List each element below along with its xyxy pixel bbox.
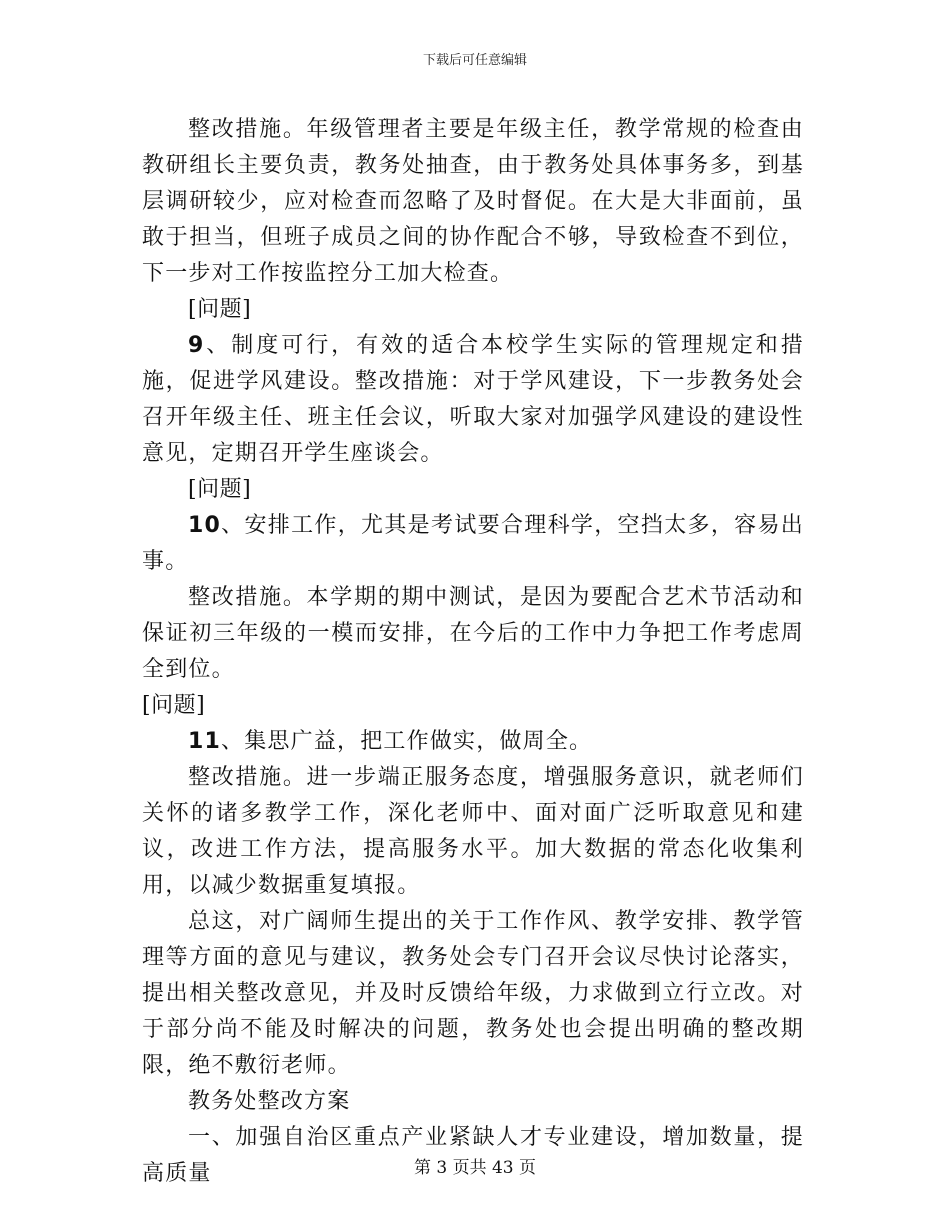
- item-text: 、制度可行，有效的适合本校学生实际的管理规定和措施，促进学风建设。整改措施：对于学风建设，下一步教务处会召开年级主任、班主任会议，听取大家对加强学风建设的建设性意见，定期召开学生座谈会。: [142, 333, 804, 466]
- item-number: 11: [188, 729, 222, 754]
- item-number: 10: [188, 513, 222, 538]
- item-text: 、安排工作，尤其是考试要合理科学，空挡太多，容易出事。: [142, 513, 804, 574]
- page-footer: 第 3 页共 43 页: [413, 1158, 537, 1178]
- issue-tag: [问题]: [188, 477, 252, 502]
- numbered-item-11: [142, 724, 804, 760]
- issue-tag: [问题]: [142, 693, 206, 718]
- issue-tag: [问题]: [188, 297, 252, 322]
- item-number: 9: [188, 333, 205, 358]
- page-header: 下载后可任意编辑: [422, 53, 527, 68]
- paragraph-rectification-exam: 整改措施。本学期的期中测试，是因为要配合艺术节活动和保证初三年级的一模而安排，在今后的工作中力争把工作考虑周全到位。: [142, 585, 804, 682]
- section-title: 教务处整改方案: [188, 1089, 351, 1114]
- document-body: [142, 112, 804, 1192]
- paragraph-summary: 总这，对广阔师生提出的关于工作作风、教学安排、教学管理等方面的意见与建议，教务处会专门召开会议尽快讨论落实，提出相关整改意见，并及时反馈给年级，力求做到立行立改。对于部分尚不能及时解决的问题，教务处也会提出明确的整改期限，绝不敷衍老师。: [142, 909, 804, 1078]
- numbered-item-10: [142, 508, 804, 580]
- section-heading-one: 一、加强自治区重点产业紧缺人才专业建设，增加数量，提高质量: [142, 1125, 804, 1186]
- numbered-item-9: [142, 328, 804, 472]
- item-text: 、集思广益，把工作做实，做周全。: [221, 729, 593, 754]
- paragraph-rectification-inspection: 整改措施。年级管理者主要是年级主任，教学常规的检查由教研组长主要负责，教务处抽查，由于教务处具体事务多，到基层调研较少，应对检查而忽略了及时督促。在大是大非面前，虽敢于担当，但班子成员之间的协作配合不够，导致检查不到位，下一步对工作按监控分工加大检查。: [142, 117, 804, 286]
- paragraph-rectification-service: 整改措施。进一步端正服务态度，增强服务意识，就老师们关怀的诸多教学工作，深化老师中、面对面广泛听取意见和建议，改进工作方法，提高服务水平。加大数据的常态化收集利用，以减少数据重复填报。: [142, 765, 804, 898]
